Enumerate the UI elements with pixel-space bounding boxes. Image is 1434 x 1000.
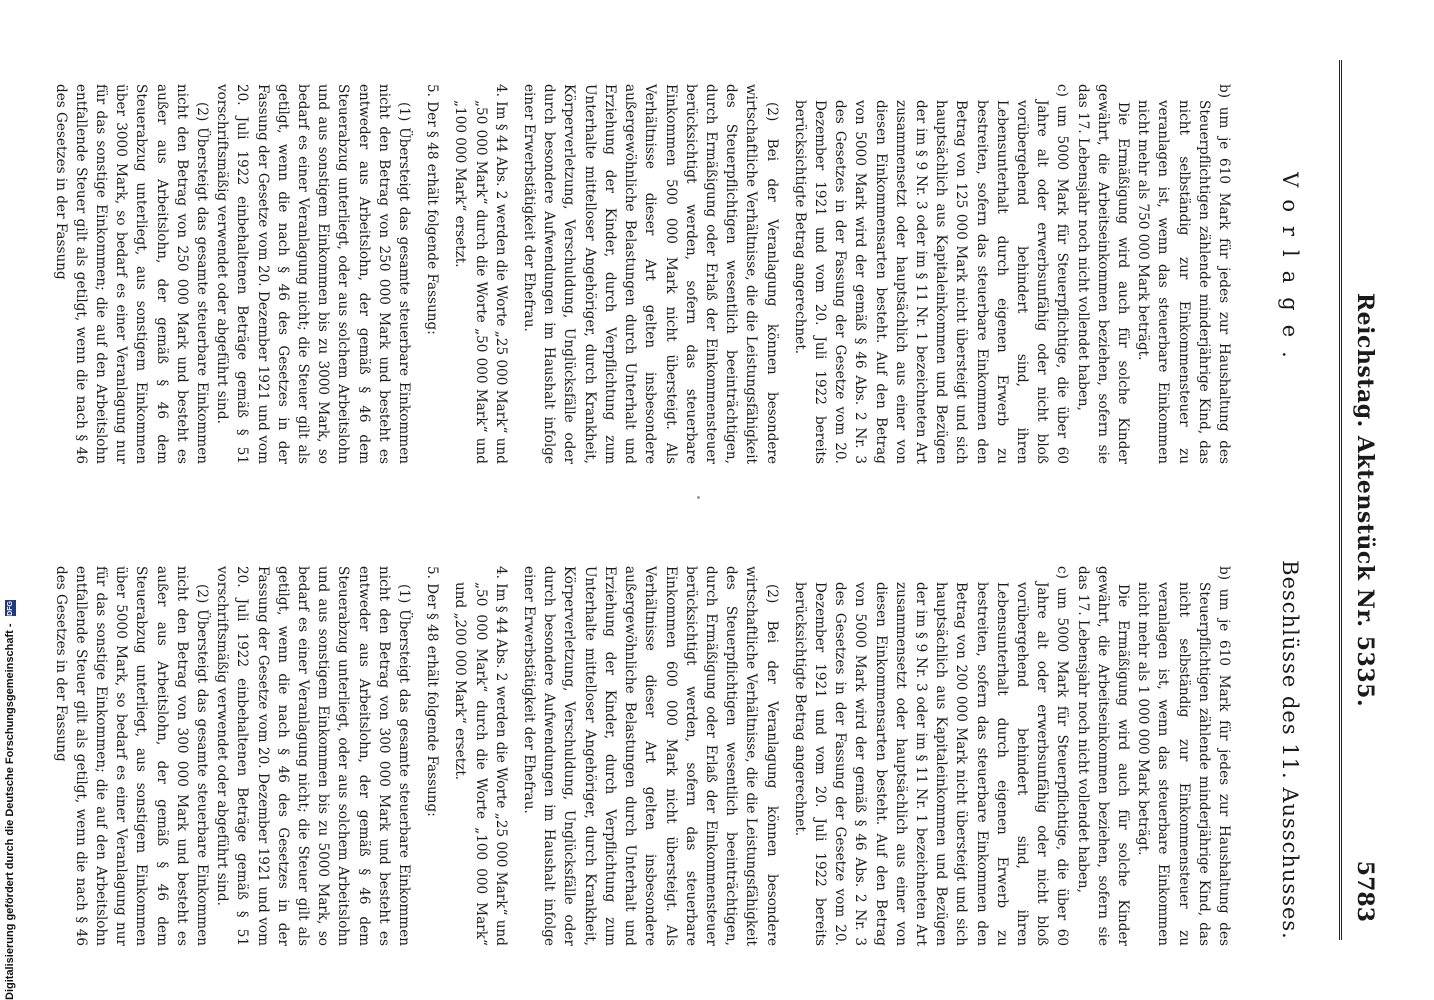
left-section48-para2: (2) Übersteigt das gesamte steuerbare Einkommen nicht den Betrag von 250 000 Mark und besteht es außer aus Arbeitslohn, der gemäß § 46 dem Steuerabzug unterliegt, aus sonstigem Einkommen über 3000 Mark, so bedarf es einer Veranlagung nur für das sonstige Einkommen; die auf den Arbeitslohn entfallende Steuer gilt als getilgt, wenn die nach § 46 des Gesetzes in der Fassung <box>52 84 211 464</box>
left-item-b: b) um je 610 Mark für jedes zur Haushaltung des Steuerpflichtigen zählende minderjährige Kind, das nicht selbständig zur Einkommensteuer zu veranlagen ist, wenn das steuerbare Einkommen nicht mehr als 750 000 Mark beträgt. <box>1135 84 1232 464</box>
right-item-c: c) um 5000 Mark für Steuerpflichtige, die über 60 Jahre alt oder erwerbsunfähig oder nicht bloß vorübergehend behindert sind, ihren Lebensunterhalt durch eigenen Erwerb zu bestreiten, sofern das steuerbare Einkommen den Betrag von 200 000 Mark nicht übersteigt und sich hauptsächlich aus Kapitaleinkommen und Bezügen der im § 9 Nr. 3 oder im § 11 Nr. 1 bezeichneten Art zusammensetzt oder hauptsächlich aus einer von diesen Einkommensarten besteht. Auf den Betrag von 5000 Mark wird der gemäß § 46 Abs. 2 Nr. 3 des Gesetzes in der Fassung der Gesetze vom 20. Dezember 1921 und vom 20. Juli 1922 bereits berücksichtigte Betrag angerechnet. <box>791 566 1071 946</box>
dfg-logo-icon: DFG <box>6 601 14 616</box>
right-paragraph-2: (2) Bei der Veranlagung können besondere wirtschaftliche Verhältnisse, die die Leistungsfähigkeit des Steuerpflichtigen wesentlich beeinträchtigen, durch Ermäßigung oder Erlaß der Einkommensteuer berücksichtigt werden, sofern das steuerbare Einkommen 600 000 Mark nicht übersteigt. Als Verhältnisse dieser Art gelten insbesondere außergewöhnliche Belastungen durch Unterhalt und Erziehung der Kinder, durch Verpflichtung zum Unterhalte mittelloser Angehöriger, durch Krankheit, Körperverletzung, Verschuldung, Unglücksfälle oder durch besondere Aufwendungen im Haushalt infolge einer Erwerbstätigkeit der Ehefrau. <box>521 566 780 946</box>
right-section48-para1: (1) Übersteigt das gesamte steuerbare Einkommen nicht den Betrag von 300 000 Mark und besteht es entweder aus Arbeitslohn, der gemäß § 46 dem Steuerabzug unterliegt, oder aus solchem Arbeitslohn und aus sonstigem Einkommen bis zu 5000 Mark, so bedarf es einer Veranlagung nicht; die Steuer gilt als getilgt, wenn die nach § 46 des Gesetzes in der Fassung der Gesetze vom 20. Dezember 1921 und vom 20. Juli 1922 einbehaltenen Beträge gemäß § 51 vorschriftsmäßig verwendet oder abgeführt sind. <box>214 566 413 946</box>
right-item-b-note: Die Ermäßigung wird auch für solche Kinder gewährt, die Arbeitseinkommen beziehen, sofern sie das 17. Lebensjahr noch nicht vollendet haben, <box>1074 566 1131 946</box>
left-item-4: 4. Im § 44 Abs. 2 werden die Worte „25 000 Mark“ und „50 000 Mark“ durch die Worte „50 000 Mark“ und „100 000 Mark“ ersetzt. <box>452 84 509 464</box>
left-item-5: 5. Der § 48 erhält folgende Fassung: <box>424 84 441 335</box>
right-column <box>50 566 1234 946</box>
right-item-5: 5. Der § 48 erhält folgende Fassung: <box>424 566 441 817</box>
header-rule <box>1339 60 1342 940</box>
right-section48-para2: (2) Übersteigt das gesamte steuerbare Einkommen nicht den Betrag von 300 000 Mark und besteht es außer aus Arbeitslohn, der gemäß § 46 dem Steuerabzug unterliegt, aus sonstigem Einkommen über 5000 Mark, so bedarf es einer Veranlagung nur für das sonstige Einkommen; die auf den Arbeitslohn entfallende Steuer gilt als getilgt, wenn die nach § 46 des Gesetzes in der Fassung <box>52 566 211 946</box>
left-item-b-note: Die Ermäßigung wird auch für solche Kinder gewährt, die Arbeitseinkommen beziehen, sofern sie das 17. Lebensjahr noch nicht vollendet haben, <box>1074 84 1131 464</box>
left-section48-para1: (1) Übersteigt das gesamte steuerbare Einkommen nicht den Betrag von 250 000 Mark und besteht es entweder aus Arbeitslohn, der gemäß § 46 dem Steuerabzug unterliegt, oder aus solchem Arbeitslohn und aus sonstigem Einkommen bis zu 3000 Mark, so bedarf es einer Veranlagung nicht; die Steuer gilt als getilgt, wenn die nach § 46 des Gesetzes in der Fassung der Gesetze vom 20. Dezember 1921 und vom 20. Juli 1922 einbehaltenen Beträge gemäß § 51 vorschriftsmäßig verwendet oder abgeführt sind. <box>214 84 413 464</box>
page-title: Reichstag. Aktenstück Nr. 5335. <box>1352 292 1378 708</box>
column-divider-dot <box>697 496 700 499</box>
left-column-heading: Vorlage. <box>1278 172 1302 372</box>
left-column <box>50 84 1234 464</box>
right-item-b: b) um je 610 Mark für jedes zur Haushaltung des Steuerpflichtigen zählende minderjährige Kind, das nicht selbständig zur Einkommensteuer zu veranlagen ist, wenn das steuerbare Einkommen nicht mehr als 1 000 000 Mark beträgt. <box>1135 566 1232 946</box>
credit-text: Digitalisierung gefördert durch die Deutsche Forschungsgemeinschaft - <box>4 623 16 1000</box>
left-paragraph-2: (2) Bei der Veranlagung können besondere wirtschaftliche Verhältnisse, die die Leistungsfähigkeit des Steuerpflichtigen wesentlich beeinträchtigen, durch Ermäßigung oder Erlaß der Einkommensteuer berücksichtigt werden, sofern das steuerbare Einkommen 500 000 Mark nicht übersteigt. Als Verhältnisse dieser Art gelten insbesondere außergewöhnliche Belastungen durch Unterhalt und Erziehung der Kinder, durch Verpflichtung zum Unterhalte mittelloser Angehöriger, durch Krankheit, Körperverletzung, Verschuldung, Unglücksfälle oder durch besondere Aufwendungen im Haushalt infolge einer Erwerbstätigkeit der Ehefrau. <box>521 84 780 464</box>
right-column-heading: Beschlüsse des 11. Ausschusses. <box>1278 560 1302 940</box>
left-item-c: c) um 5000 Mark für Steuerpflichtige, die über 60 Jahre alt oder erwerbsunfähig oder nicht bloß vorübergehend behindert sind, ihren Lebensunterhalt durch eigenen Erwerb zu bestreiten, sofern das steuerbare Einkommen den Betrag von 125 000 Mark nicht übersteigt und sich hauptsächlich aus Kapitaleinkommen und Bezügen der im § 9 Nr. 3 oder im § 11 Nr. 1 bezeichneten Art zusammensetzt oder hauptsächlich aus einer von diesen Einkommensarten besteht. Auf den Betrag von 5000 Mark wird der gemäß § 46 Abs. 2 Nr. 3 des Gesetzes in der Fassung der Gesetze vom 20. Dezember 1921 und vom 20. Juli 1922 bereits berücksichtigte Betrag angerechnet. <box>791 84 1071 464</box>
digitization-credit <box>4 600 20 1000</box>
right-item-4: 4. Im § 44 Abs. 2 werden die Worte „25 000 Mark“ und „50 000 Mark“ durch die Worte „100 000 Mark“ und „200 000 Mark“ ersetzt. <box>452 566 509 946</box>
page-number: 5783 <box>1352 860 1378 922</box>
